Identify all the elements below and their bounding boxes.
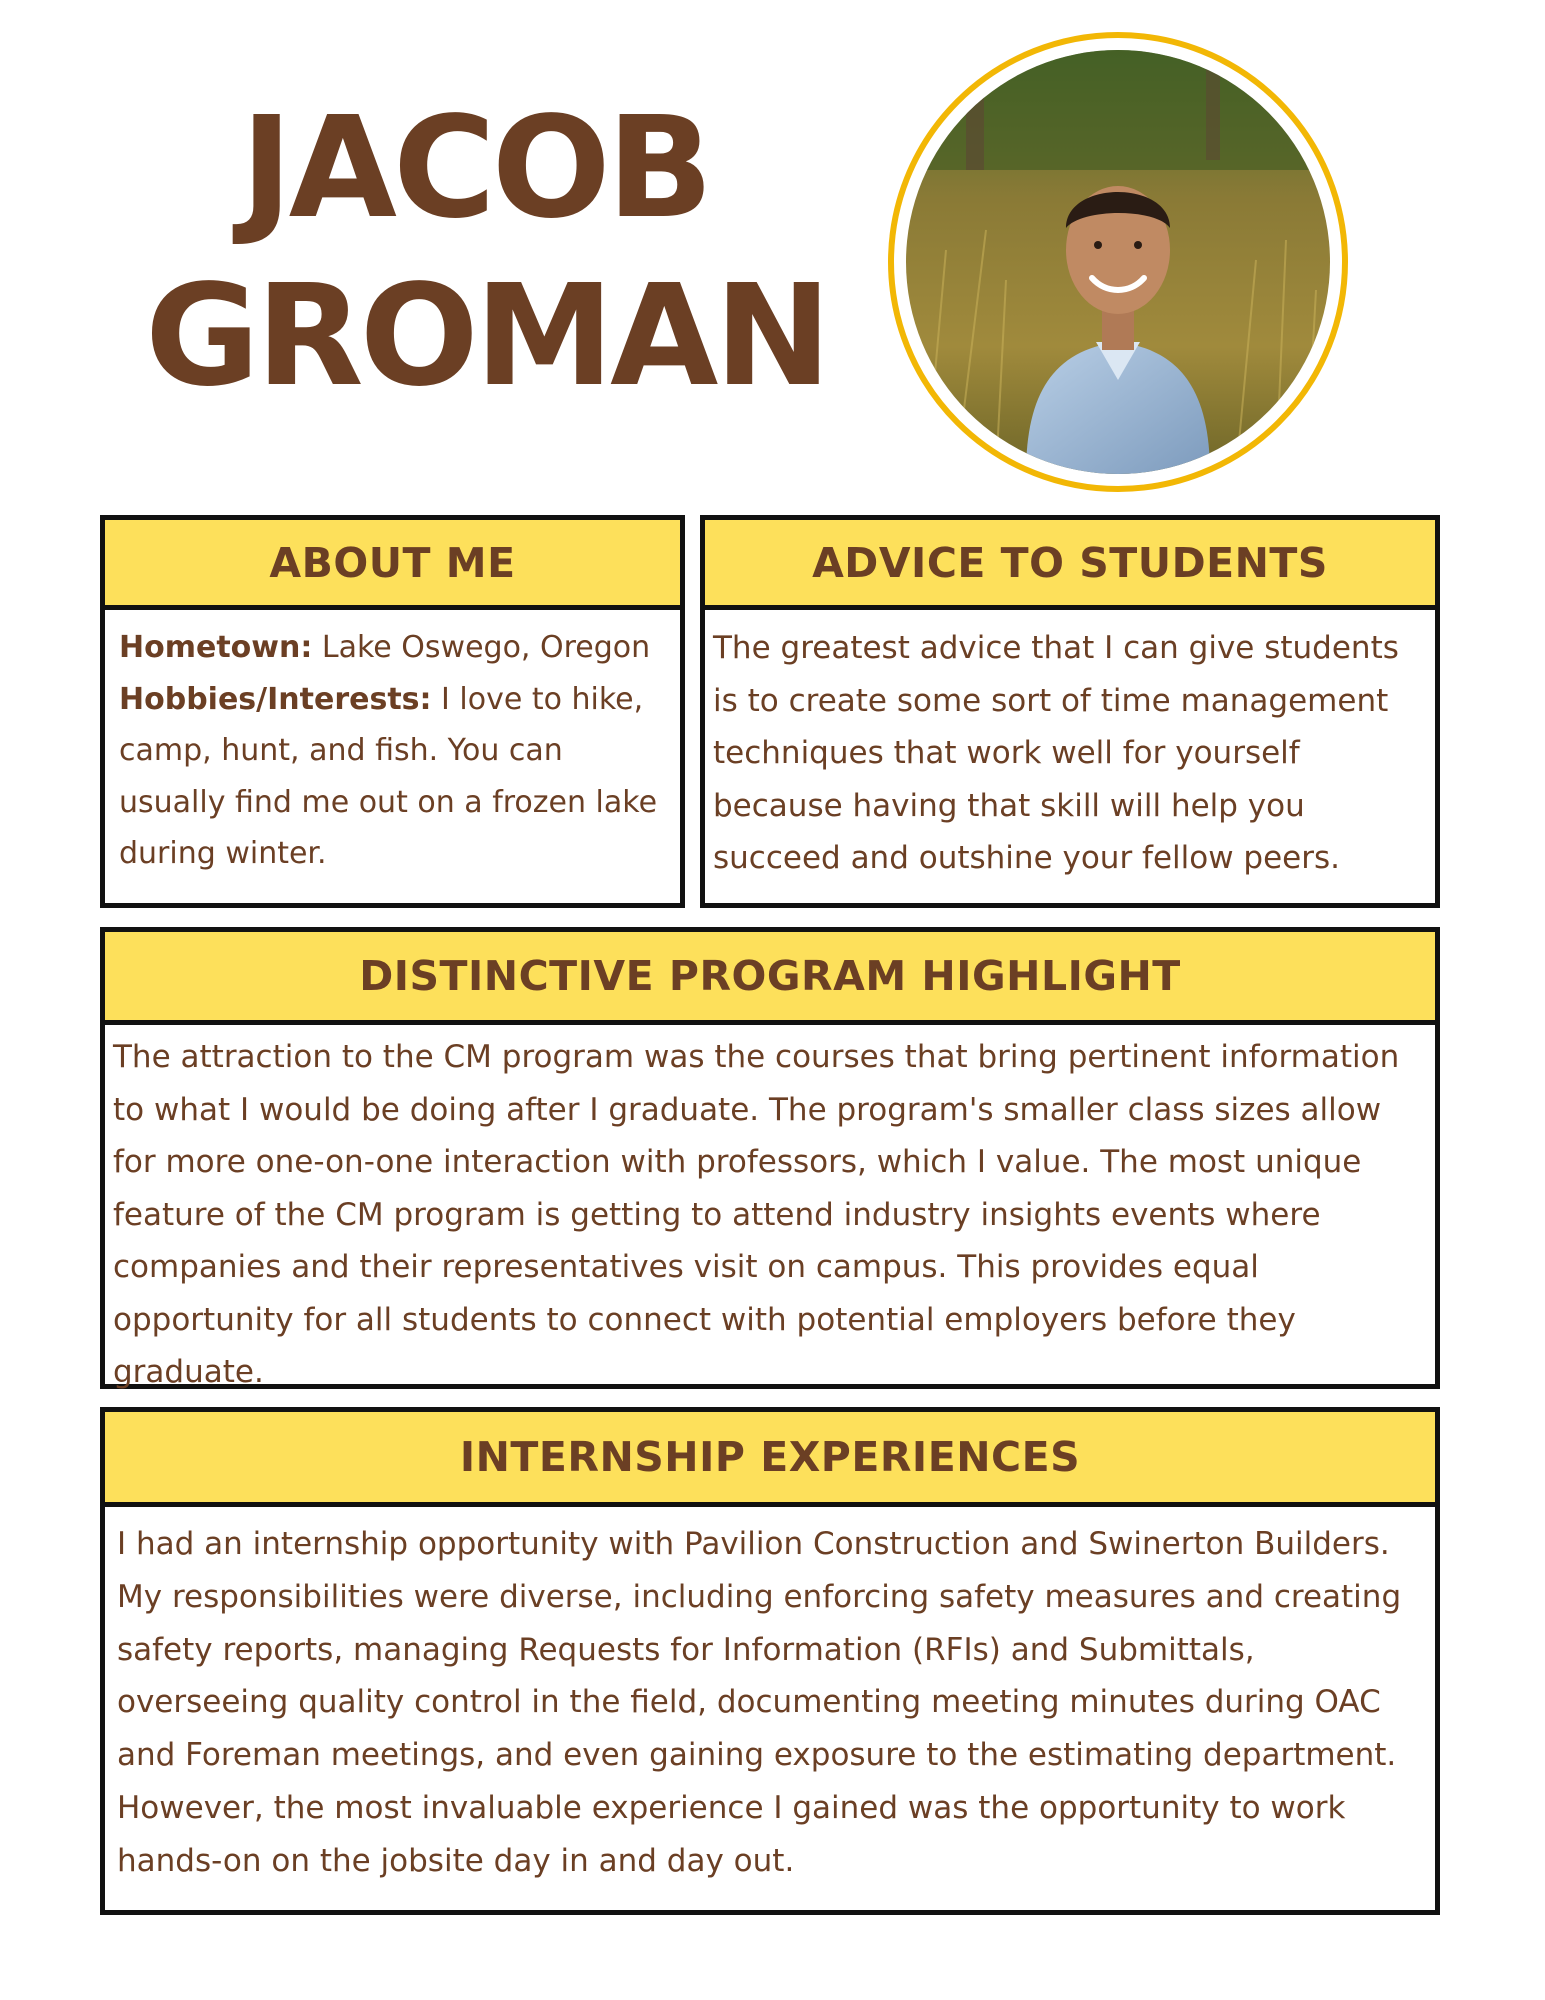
advice-section [700, 515, 1440, 908]
program-highlight-title: DISTINCTIVE PROGRAM HIGHLIGHT [105, 932, 1435, 1025]
hometown-value: Lake Oswego, Oregon [312, 630, 651, 665]
hobbies-label: Hobbies/Interests: [119, 681, 432, 717]
hobbies-value: I love to hike, camp, hunt, and fish. You can usually find me out on a frozen lake during winter. [119, 681, 658, 871]
advice-text: The greatest advice that I can give students is to create some sort of time management techniques that work well for yourself because having that skill will help you succeed and outshine your fellow peers. [713, 630, 1399, 876]
internship-section [100, 1407, 1440, 1915]
profile-name [145, 85, 828, 421]
about-me-section [100, 515, 685, 908]
advice-title: ADVICE TO STUDENTS [705, 520, 1435, 610]
program-highlight-text: The attraction to the CM program was the courses that bring pertinent information to what I would be doing after I graduate. The program's smaller class sizes allow for more one-on-one interaction with professors, which I value. The most unique feature of the CM program is getting to attend industry insights events where companies and their representatives visit on campus. This provides equal opportunity for all students to connect with potential employers before they graduate. [113, 1039, 1400, 1390]
about-me-body [105, 610, 680, 880]
internship-text: I had an internship opportunity with Pavilion Construction and Swinerton Builders. My responsibilities were diverse, including enforcing safety measures and creating safety reports, managing Requests for Information (RFIs) and Submittals, overseeing quality control in the field, documenting meeting minutes during OAC and Foreman meetings, and even gaining exposure to the estimating department. However, the most invaluable experience I gained was the opportunity to work hands-on on the jobsite day in and day out. [117, 1526, 1402, 1879]
last-name: GROMAN [145, 255, 828, 418]
about-me-title: ABOUT ME [105, 520, 680, 610]
internship-title: INTERNSHIP EXPERIENCES [105, 1412, 1435, 1507]
portrait-photo [906, 50, 1330, 474]
hometown-label: Hometown: [119, 630, 313, 665]
program-highlight-section [100, 927, 1440, 1389]
first-name: JACOB [240, 87, 710, 250]
